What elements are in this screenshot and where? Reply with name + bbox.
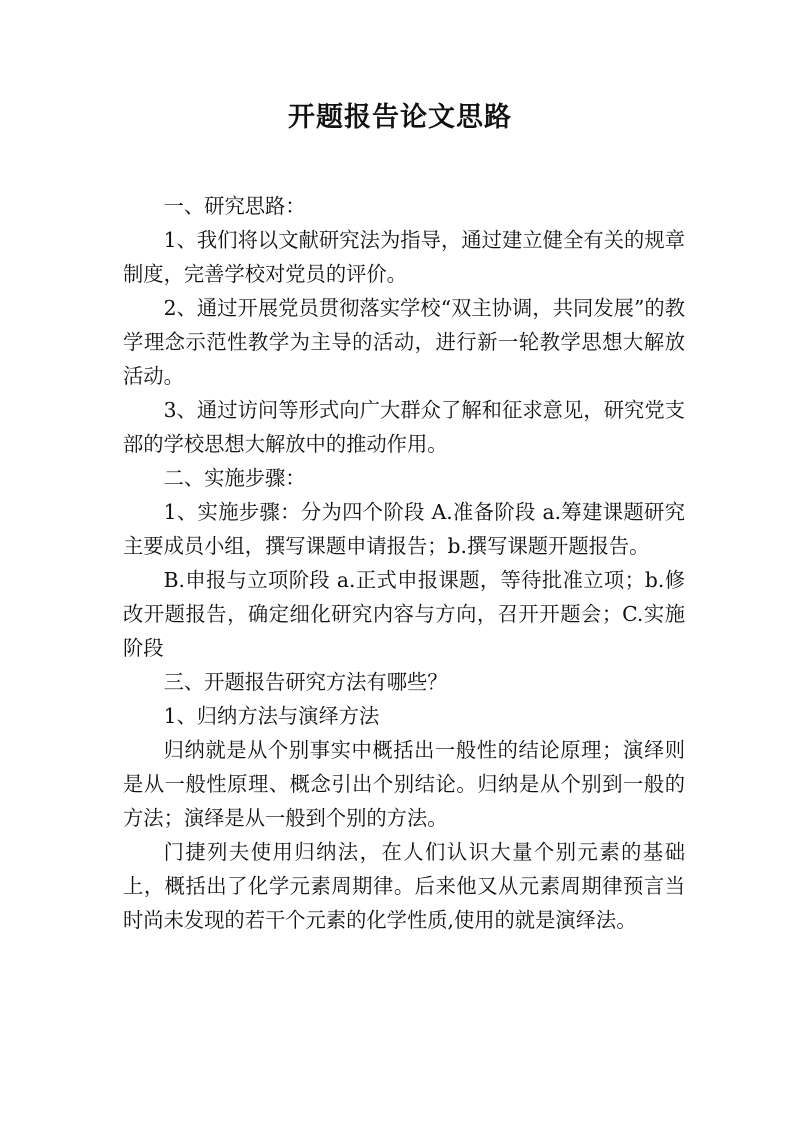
document-body xyxy=(123,189,685,937)
paragraph-implementation-heading: 二、实施步骤： xyxy=(163,466,306,490)
paragraph-method-1-example: 门捷列夫使用归纳法，在人们认识大量个别元素的基础上，概括出了化学元素周期律。后来他又从元素周期律预言当时尚未发现的若干个元素的化学性质,使用的就是演绎法。 xyxy=(123,840,685,932)
paragraph-approach-3: 3、通过访问等形式向广大群众了解和征求意见，研究党支部的学校思想大解放中的推动作用。 xyxy=(123,398,685,456)
paragraph-method-1-definition: 归纳就是从个别事实中概括出一般性的结论原理；演绎则是从一般性原理、概念引出个别结论。归纳是从个别到一般的方法；演绎是从一般到个别的方法。 xyxy=(123,738,685,830)
paragraph-implementation-2: B.申报与立项阶段 a.正式申报课题，等待批准立项；b.修改开题报告，确定细化研究内容与方向，召开开题会；C.实施阶段 xyxy=(123,568,685,660)
paragraph-method-1-title: 1、归纳方法与演绎方法 xyxy=(163,704,380,728)
paragraph-implementation-1: 1、实施步骤：分为四个阶段 A.准备阶段 a.筹建课题研究主要成员小组，撰写课题申请报告；b.撰写课题开题报告。 xyxy=(123,500,685,558)
paragraph-approach-2: 2、通过开展党员贯彻落实学校“双主协调，共同发展”的教学理念示范性教学为主导的活动，进行新一轮教学思想大解放活动。 xyxy=(123,296,685,388)
paragraph-methods-heading: 三、开题报告研究方法有哪些？ xyxy=(163,670,448,694)
paragraph-research-approach-heading: 一、研究思路： xyxy=(163,194,306,218)
document-title: 开题报告论文思路 xyxy=(288,102,512,133)
paragraph-approach-1: 1、我们将以文献研究法为指导，通过建立健全有关的规章制度，完善学校对党员的评价。 xyxy=(123,228,685,286)
